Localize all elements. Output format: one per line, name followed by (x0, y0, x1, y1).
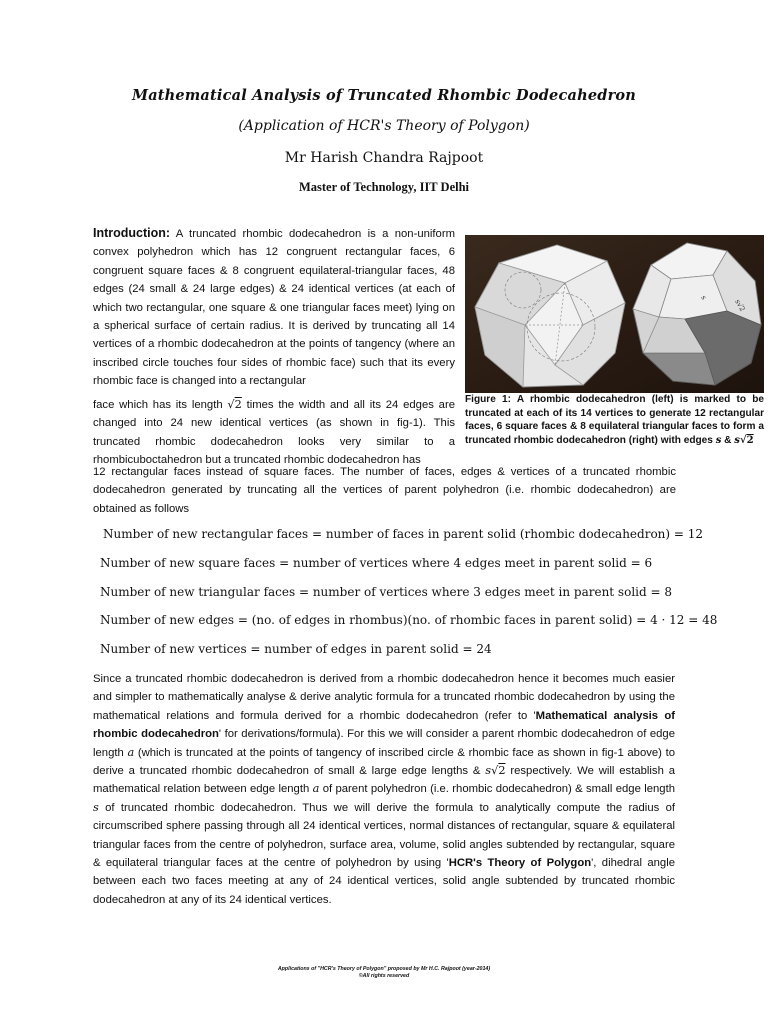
figure-1-photo (465, 235, 764, 393)
caption-var-s2: s (734, 434, 740, 446)
body-text-g: ', dihedral angle between each two faces meeting at any of 24 identical vertices, solid angle subtended by truncated rhombic dodecahedron at any of its 24 identical vertices. (93, 857, 675, 906)
equation-new-vertices: Number of new vertices = number of edges in parent solid = 24 (100, 642, 492, 656)
body-text-d: respectively. We will establish a mathematical relation between edge length (93, 765, 675, 796)
footer-line-2: ©All rights reserved (358, 973, 410, 979)
rhombic-dodecahedron-model (475, 245, 625, 387)
introduction-paragraph-3: 12 rectangular faces instead of square faces. The number of faces, edges & vertices of a truncated rhombic dodecahedron generated by truncating all the vertices of parent polyhedron (i.e. rhombic dodecahedron) are obtained as follows (93, 466, 676, 515)
edge-label-s: s (699, 294, 708, 302)
caption-text: Figure 1: A rhombic dodecahedron (left) is marked to be truncated at each of its 14 vertices to generate 12 rectangular faces, 6 square faces & 8 equilateral triangular faces to form a truncated rhombic dodecahedron (right) with edges (465, 394, 764, 446)
paper-title: Mathematical Analysis of Truncated Rhombic Dodecahedron (131, 87, 637, 104)
introduction-text-2b: times the width and all its 24 edges are changed into 24 new identical vertices (as shown in fig-1). This truncated rhombic dodecahedron looks very similar to a rhombicuboctahedron but a truncated rhombic dodecahedron has (93, 399, 456, 467)
sqrt2-symbol: √2 (227, 398, 242, 411)
subtitle-text: Application of HCR's Theory of Polygon (243, 118, 525, 134)
body-text-a: Since a truncated rhombic dodecahedron is derived from a rhombic dodecahedron hence it becomes much easier and simpler to mathematically analyse & derive analytic formula for a truncated rhombic dodecahedron by using the mathematical relations and formula derived for a rhombic dodecahedron (refer to ' (93, 673, 675, 722)
introduction-paragraph-2 (93, 396, 455, 470)
equation-rectangular-faces: Number of new rectangular faces = number of faces in parent solid (rhombic dodecahedron) = 12 (103, 527, 704, 541)
author-affiliation: Master of Technology, IIT Delhi (298, 180, 470, 194)
introduction-heading: Introduction: (93, 226, 171, 240)
body-reference-title: Mathematical analysis of rhombic dodecahedron (93, 709, 675, 741)
page-footer (0, 966, 768, 980)
body-var-a-2: a (312, 782, 320, 796)
caption-amp: & (721, 434, 735, 446)
introduction-text-2a: face which has its length (93, 399, 228, 411)
body-theory-name: HCR's Theory of Polygon (448, 857, 592, 870)
caption-sqrt2: √2 (739, 434, 754, 446)
equation-triangular-faces: Number of new triangular faces = number of vertices where 3 edges meet in parent solid = 8 (100, 585, 672, 599)
body-text-b: ' for derivations/formula). For this we will consider a parent rhombic dodecahedron of edge length (93, 728, 675, 759)
figure-1-caption (465, 393, 764, 447)
subtitle-close-paren: ) (524, 118, 530, 134)
body-var-a: a (127, 745, 135, 759)
body-sqrt2: √2 (491, 764, 506, 778)
paper-subtitle (0, 118, 768, 134)
body-text-e: of parent polyhedron (i.e. rhombic dodecahedron) & small edge length (319, 783, 675, 796)
introduction-paragraph-1 (93, 224, 455, 391)
edge-label-s-root2: s√2 (733, 298, 747, 313)
caption-var-s: s (715, 434, 722, 446)
subtitle-open-paren: ( (238, 118, 244, 134)
body-var-s-2: s (93, 800, 99, 814)
footer-line-1: Applications of "HCR's Theory of Polygon" proposed by Mr H.C. Rajpoot (year-2014) (277, 966, 491, 972)
equation-new-edges: Number of new edges = (no. of edges in rhombus)(no. of rhombic faces in parent solid) = 4 · 12 = 48 (100, 613, 718, 627)
author-name: Mr Harish Chandra Rajpoot (284, 150, 484, 166)
equation-square-faces: Number of new square faces = number of vertices where 4 edges meet in parent solid = 6 (100, 556, 653, 570)
body-text-f: of truncated rhombic dodecahedron. Thus we will derive the formula to analytically compute the radius of circumscribed sphere passing through all 24 identical vertices, normal distances of rectangular, square & equilateral triangular faces from the centre of polyhedron, surface area, volume, solid angles subtended by rectangular, square & equilateral triangular faces at the centre of polyhedron by using ' (93, 801, 675, 870)
introduction-text-1: A truncated rhombic dodecahedron is a non-uniform convex polyhedron which has 12 congruent rectangular faces, 6 congruent square faces & 8 congruent equilateral-triangular faces, 48 edges (24 small & 24 large edges) & 24 identical vertices (at each of which two rectangular, one square & one triangular faces meet) lying on a spherical surface of certain radius. It is derived by truncating all 14 vertices of a rhombic dodecahedron at the points of tangency (where an inscribed circle touches four sides of rhombic face) such that its every rhombic face is changed into a rectangular (93, 228, 455, 388)
body-var-s: s (485, 764, 492, 778)
body-text-c: (which is truncated at the points of tangency of inscribed circle & rhombic face as shown in fig-1 above) to derive a truncated rhombic dodecahedron of small & large edge lengths & (93, 746, 675, 778)
body-paragraph (93, 670, 675, 909)
